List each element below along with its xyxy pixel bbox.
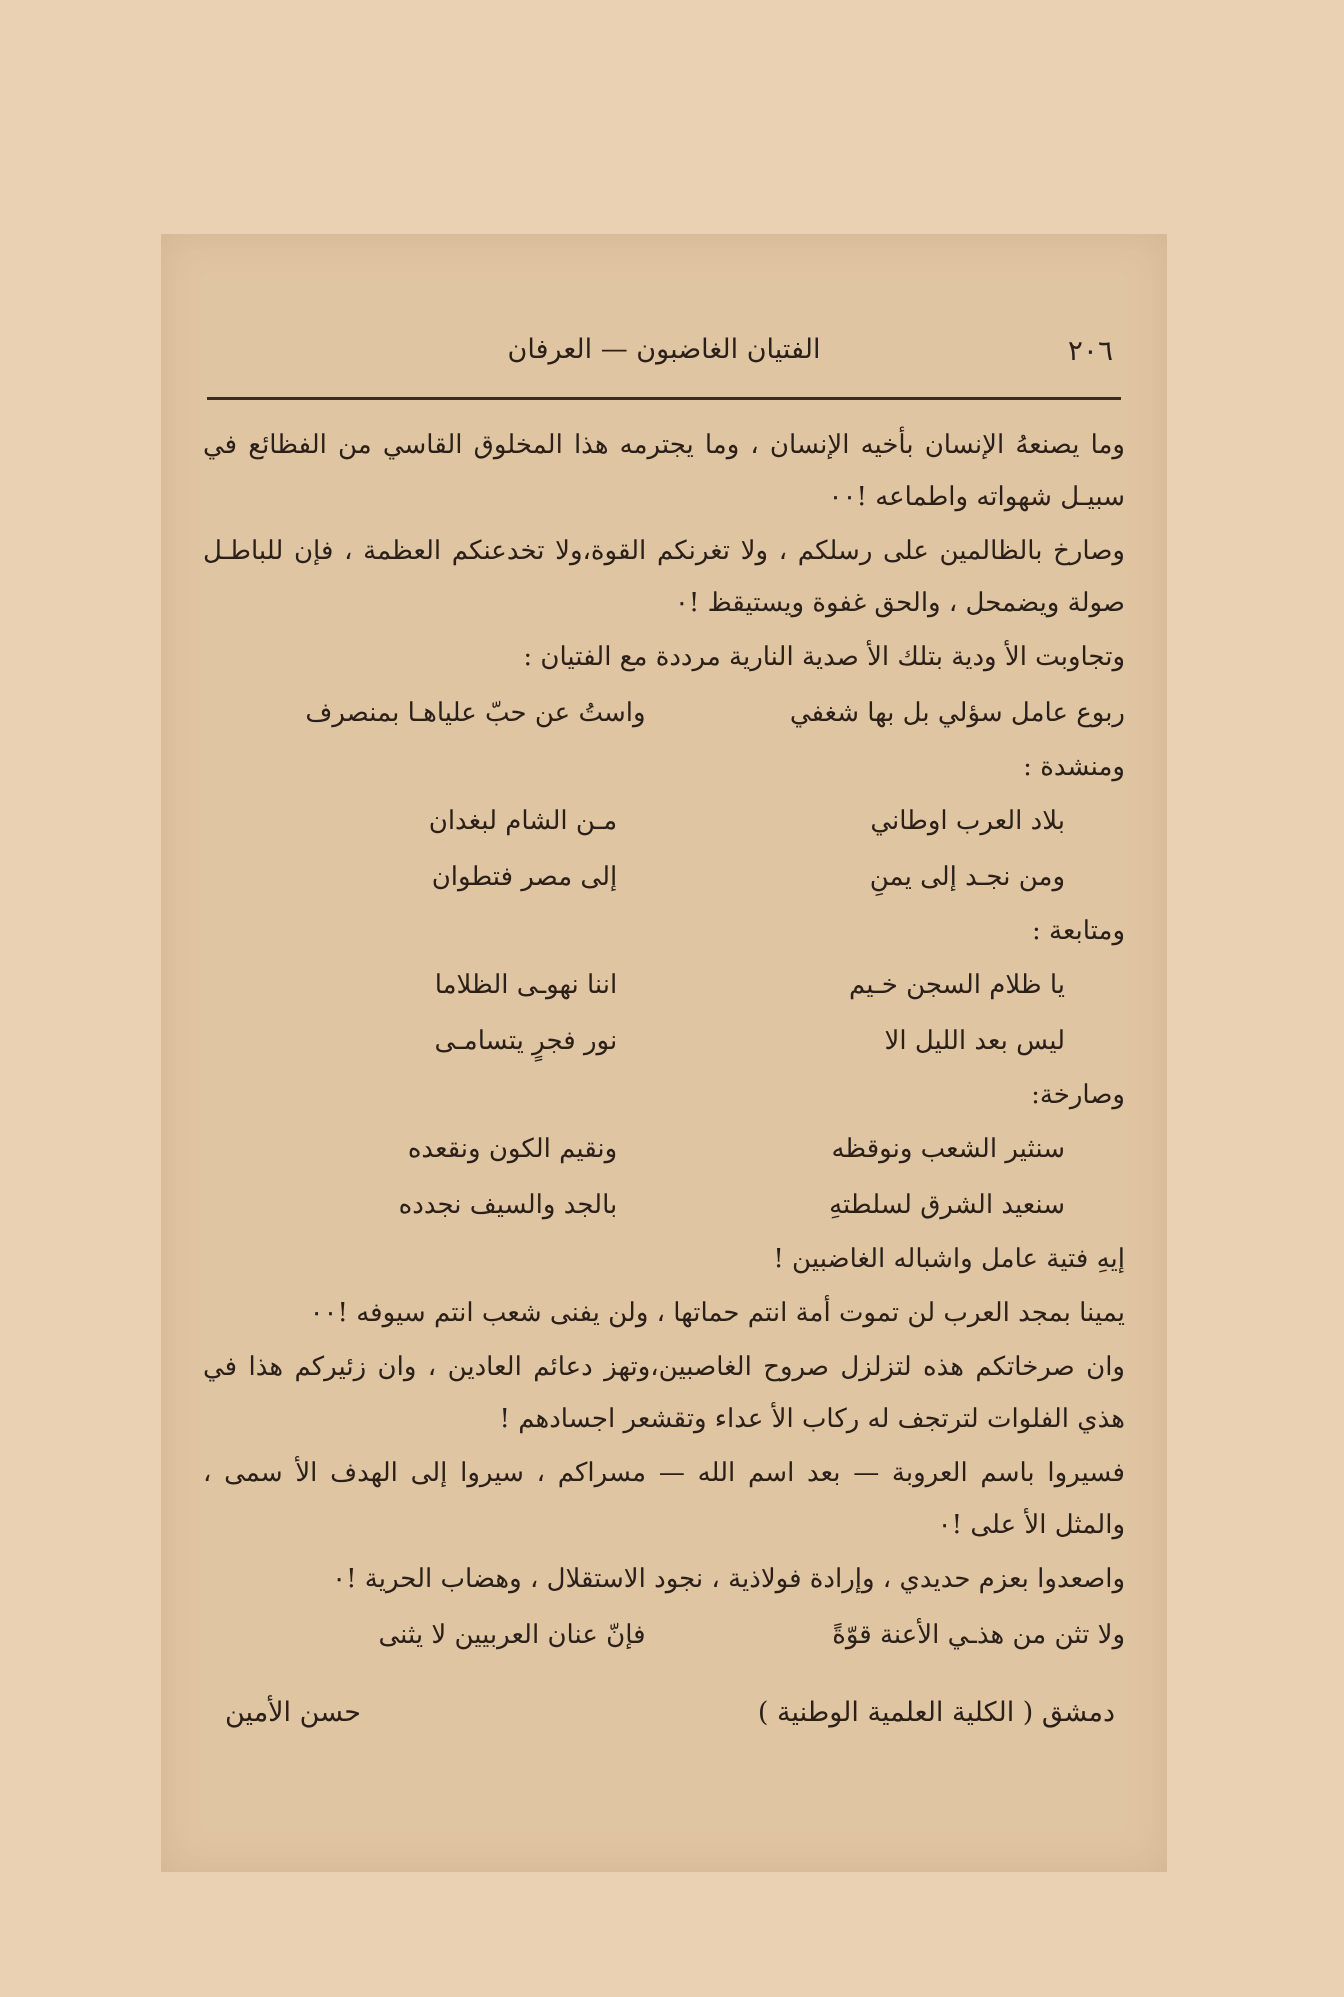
verse-hemistich: مـن الشام لبغدان	[428, 806, 618, 836]
verse-hemistich: بلاد العرب اوطاني	[870, 806, 1065, 836]
signature-author: حسن الأمين	[225, 1697, 361, 1728]
verse-hemistich: سنعيد الشرق لسلطتهِ	[829, 1190, 1065, 1220]
verse-hemistich: نور فجرٍ يتسامـى	[434, 1026, 618, 1056]
verse-cue: وصارخة:	[1031, 1080, 1125, 1110]
verse-line-2	[203, 793, 1125, 849]
paragraph-6: وان صرخاتكم هذه لتزلزل صروح الغاصبين،وتهز دعائم العادين ، وان زئيركم هذا في هذي الفلوات لترتجف له ركاب الأ عداء وتقشعر اجسادهم !	[203, 1352, 1125, 1434]
page-header	[203, 334, 1125, 374]
verse-hemistich: واستُ عن حبّ علياهـا بمنصرف	[305, 698, 646, 728]
verse-line-6	[203, 1121, 1125, 1177]
verse-hemistich: ولا تثن من هذـي الأعنة قوّةً	[832, 1620, 1125, 1650]
paragraph-2: وصارخ بالظالمين على رسلكم ، ولا تغرنكم القوة،ولا تخدعنكم العظمة ، فإن للباطـل صولة ويضمحل ، والحق غفوة ويستيقظ !٠	[203, 536, 1125, 618]
verse-line-5	[203, 1013, 1125, 1069]
verse-hemistich: اننا نهوـى الظلاما	[434, 970, 618, 1000]
signature-place: دمشق ( الكلية العلمية الوطنية )	[757, 1697, 1115, 1728]
paragraph-5: يمينا بمجد العرب لن تموت أمة انتم حماتها ، ولن يفنى شعب انتم سيوفه !٠٠	[309, 1298, 1125, 1328]
paragraph-7: فسيروا باسم العروبة — بعد اسم الله — مسراكم ، سيروا إلى الهدف الأ سمى ، والمثل الأ على !٠	[203, 1458, 1125, 1540]
header-rule	[207, 397, 1121, 400]
verse-hemistich: ونقيم الكون ونقعده	[407, 1134, 618, 1164]
verse-hemistich: سنثير الشعب ونوقظه	[831, 1134, 1065, 1164]
verse-hemistich: يا ظلام السجن خـيم	[848, 970, 1065, 1000]
paragraph-4: إيهِ فتية عامل واشباله الغاضبين !	[773, 1244, 1125, 1274]
verse-line-1	[203, 685, 1125, 741]
verse-line-7	[203, 1177, 1125, 1233]
paragraph-1: وما يصنعهُ الإنسان بأخيه الإنسان ، وما يجترمه هذا المخلوق القاسي من الفظائع في سبيـل شهواته واطماعه !٠٠	[203, 430, 1125, 512]
verse-hemistich: ربوع عامل سؤلي بل بها شغفي	[789, 698, 1125, 728]
verse-cue: ومتابعة :	[1032, 916, 1125, 946]
page-body	[203, 419, 1125, 1739]
running-title: الفتيان الغاضبون — العرفان	[507, 334, 821, 365]
verse-line-4	[203, 957, 1125, 1013]
verse-line-3	[203, 849, 1125, 905]
verse-hemistich: بالجد والسيف نجدده	[398, 1190, 618, 1220]
verse-hemistich: فإنّ عنان العربيين لا يثنى	[378, 1620, 646, 1650]
book-page	[161, 234, 1167, 1872]
verse-hemistich: ومن نجـد إلى يمنِ	[869, 862, 1065, 892]
paragraph-8: واصعدوا بعزم حديدي ، وإرادة فولاذية ، نجود الاستقلال ، وهضاب الحرية !٠	[332, 1564, 1125, 1594]
verse-line-8	[203, 1607, 1125, 1663]
paragraph-3: وتجاوبت الأ ودية بتلك الأ صدية النارية مرددة مع الفتيان :	[523, 642, 1125, 672]
verse-hemistich: إلى مصر فتطوان	[431, 862, 618, 892]
verse-cue: ومنشدة :	[1023, 752, 1125, 782]
signature-block	[203, 1687, 1125, 1739]
page-number: ٢٠٦	[1067, 334, 1113, 367]
verse-hemistich: ليس بعد الليل الا	[884, 1026, 1065, 1056]
